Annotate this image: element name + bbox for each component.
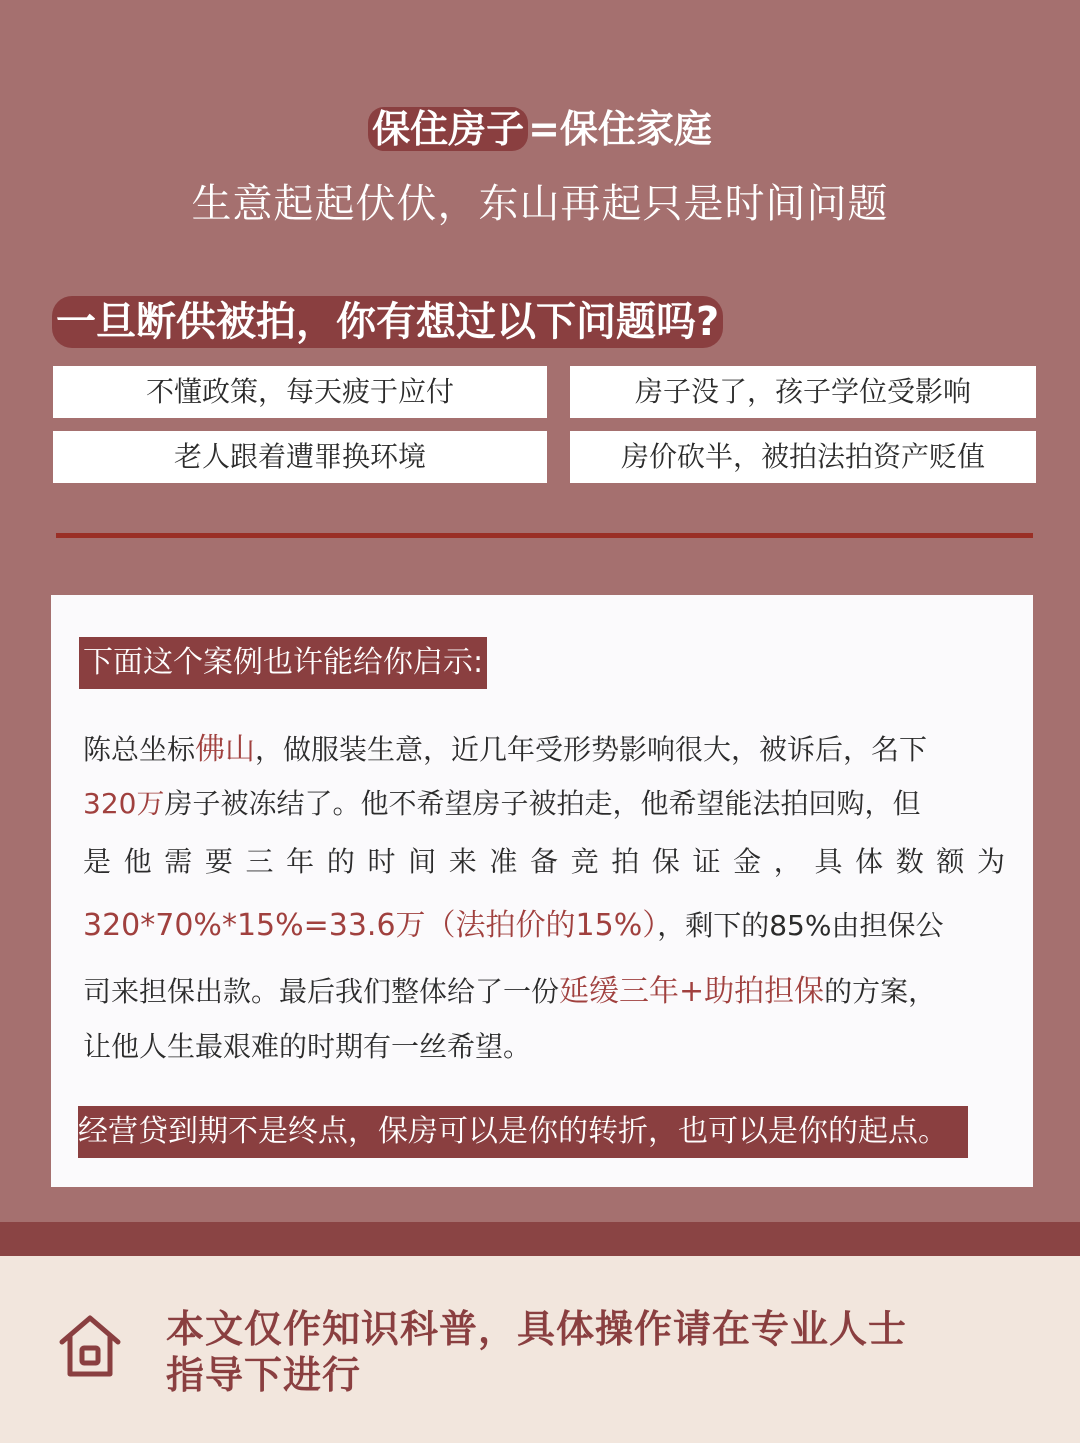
- case-text: ，做服装生意，近几年受形势影响很大，被诉后，名下: [255, 733, 928, 766]
- footer-band: [0, 1222, 1080, 1256]
- headline: [0, 104, 1080, 154]
- case-text: ，剩下的85%由担保公: [657, 909, 944, 942]
- case-city: 佛山: [195, 732, 256, 767]
- case-line-6: 让他人生最艰难的时期有一丝希望。: [83, 1030, 532, 1063]
- issue-box-2: 房子没了，孩子学位受影响: [570, 366, 1036, 418]
- disclaimer-line-2: 指导下进行: [166, 1353, 362, 1397]
- case-formula: 320*70%*15%=33.6万（法拍价的15%）: [83, 908, 658, 943]
- headline-rest: =保住家庭: [528, 107, 712, 151]
- case-text: 房子被冻结了。他不希望房子被拍走，他希望能法拍回购，但: [164, 787, 921, 820]
- case-text: 司来担保出款。最后我们整体给了一份: [83, 975, 560, 1008]
- disclaimer: [166, 1306, 966, 1398]
- divider: [56, 533, 1033, 538]
- case-line-1: [83, 724, 1005, 768]
- case-line-4: [83, 900, 1005, 944]
- house-icon: [54, 1310, 126, 1382]
- issue-box-4: 房价砍半，被拍法拍资产贬值: [570, 431, 1036, 483]
- case-plan: 延缓三年+助拍担保: [559, 974, 825, 1009]
- case-line-5: [83, 966, 1005, 1010]
- case-label: 下面这个案例也许能给你启示:: [79, 637, 487, 689]
- issue-box-1: 不懂政策，每天疲于应付: [53, 366, 547, 418]
- disclaimer-line-1: 本文仅作知识科普，具体操作请在专业人士: [166, 1307, 908, 1351]
- case-amount: 320万: [83, 787, 165, 820]
- case-line-3: 是他需要三年的时间来准备竞拍保证金，具体数额为: [83, 845, 1005, 878]
- case-text: 陈总坐标: [83, 733, 196, 766]
- question-banner: 一旦断供被拍，你有想过以下问题吗?: [52, 296, 723, 348]
- headline-highlight: 保住房子: [368, 107, 528, 151]
- case-line-2: [83, 782, 1005, 822]
- case-text: 的方案，: [824, 975, 937, 1008]
- closing-banner: 经营贷到期不是终点，保房可以是你的转折，也可以是你的起点。: [78, 1106, 968, 1158]
- subheadline: 生意起起伏伏，东山再起只是时间问题: [191, 181, 889, 227]
- issue-box-3: 老人跟着遭罪换环境: [53, 431, 547, 483]
